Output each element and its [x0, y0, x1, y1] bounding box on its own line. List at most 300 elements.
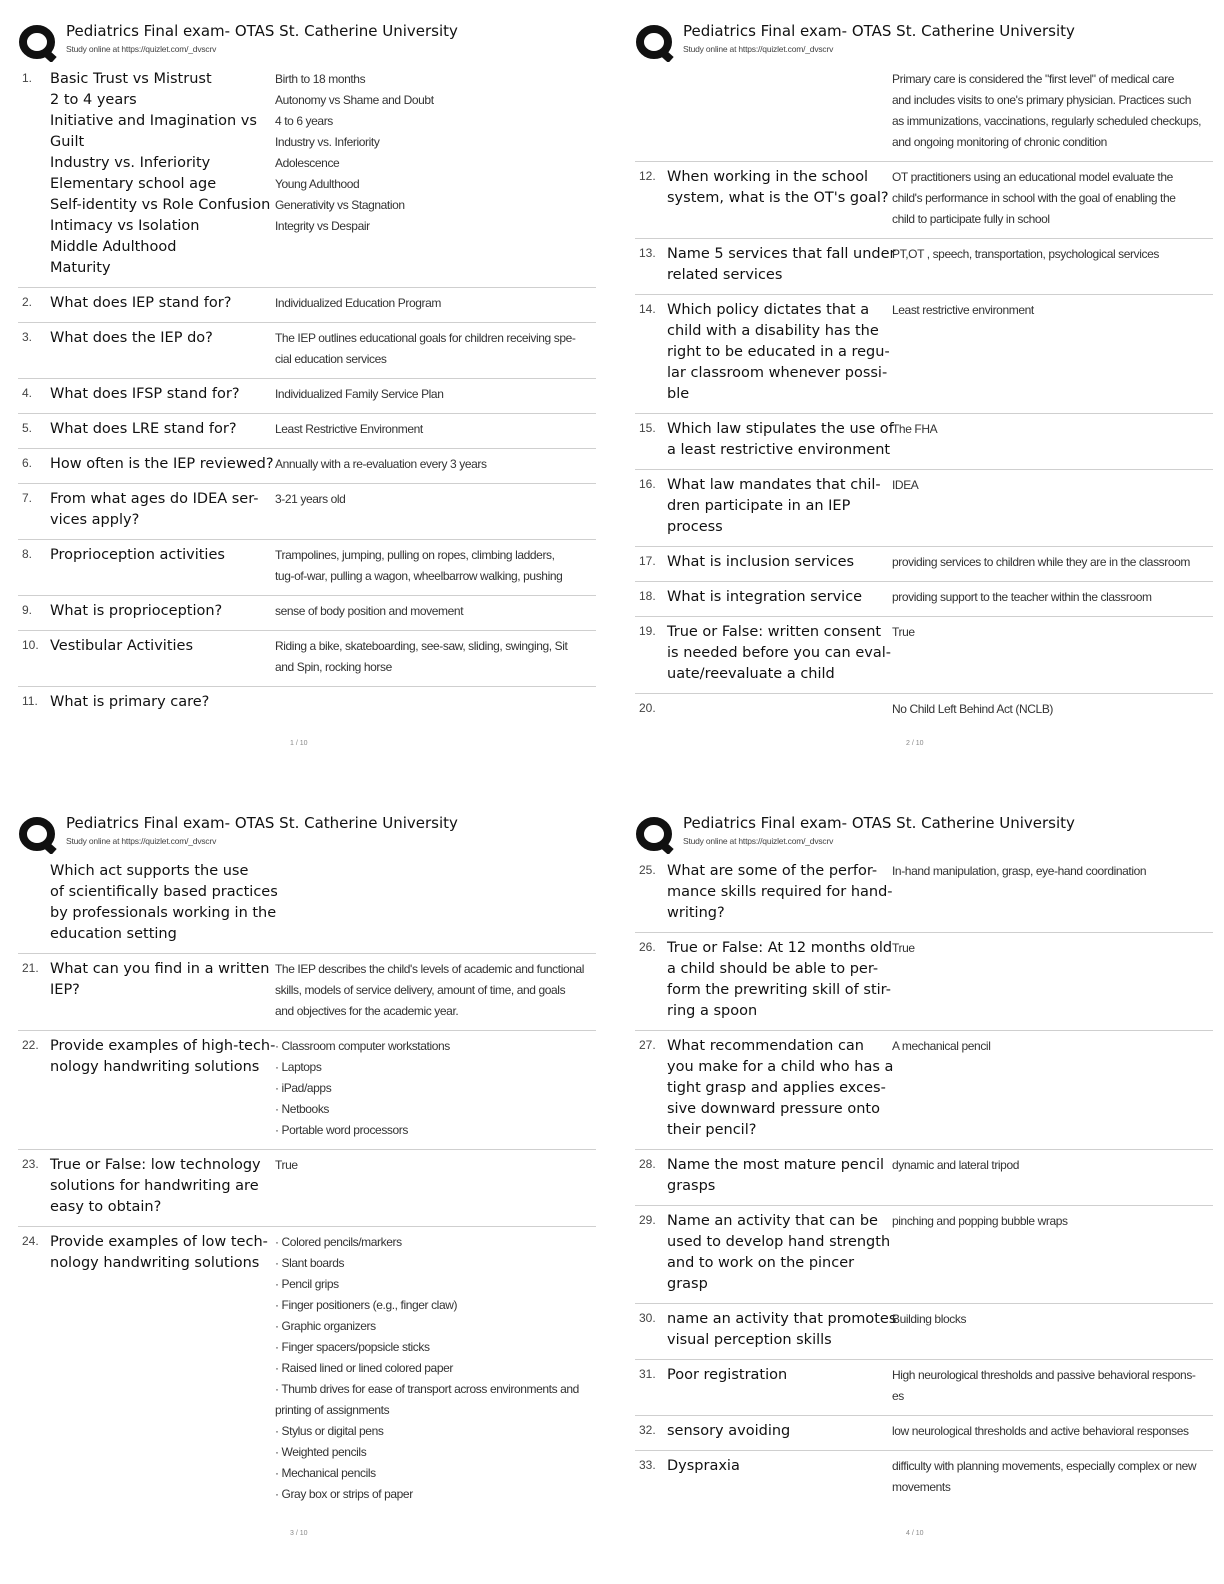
term-line: Maturity — [50, 260, 111, 276]
term-line: and to work on the pincer — [667, 1255, 855, 1271]
card-number: 33. — [639, 1458, 656, 1472]
card-term — [667, 1155, 892, 1197]
flashcard-row — [635, 162, 1213, 239]
card-definition — [275, 69, 596, 279]
document-title: Pediatrics Final exam- OTAS St. Catherine University — [66, 22, 458, 40]
card-definition — [892, 419, 1213, 461]
definition-line: · Graphic organizers — [275, 1319, 376, 1333]
card-number: 11. — [22, 694, 38, 708]
flashcard-row — [635, 933, 1213, 1031]
card-term — [667, 69, 892, 153]
flashcard-row — [635, 64, 1213, 162]
definition-line: · Netbooks — [275, 1102, 330, 1116]
definition-line: 3-21 years old — [275, 492, 346, 506]
flashcard-row — [18, 379, 596, 414]
term-line: True or False: written consent — [667, 624, 882, 640]
page-3 — [18, 812, 596, 1513]
definition-line: dynamic and lateral tripod — [892, 1158, 1020, 1172]
page-number: 2 / 10 — [906, 740, 924, 747]
definition-line: · Stylus or digital pens — [275, 1424, 384, 1438]
definition-line: OT practitioners using an educational model evaluate the — [892, 170, 1173, 184]
term-line: What can you find in a written — [50, 961, 270, 977]
card-term — [667, 587, 892, 608]
quizlet-logo-icon — [18, 816, 58, 854]
card-number: 4. — [22, 386, 33, 400]
term-line: Dyspraxia — [667, 1458, 740, 1474]
card-definition — [275, 545, 596, 587]
term-line: What recommendation can — [667, 1038, 864, 1054]
card-number: 26. — [639, 940, 656, 954]
flashcard-row — [635, 1031, 1213, 1150]
card-definition — [275, 328, 596, 370]
definition-line: Individualized Family Service Plan — [275, 387, 444, 401]
term-line: solutions for handwriting are — [50, 1178, 259, 1194]
card-definition — [275, 384, 596, 405]
card-number: 3. — [22, 330, 33, 344]
term-line: Poor registration — [667, 1367, 788, 1383]
term-line: What does IEP stand for? — [50, 295, 232, 311]
card-number: 8. — [22, 547, 33, 561]
page-1 — [18, 20, 596, 721]
card-number: 30. — [639, 1311, 656, 1325]
flashcard-row — [635, 617, 1213, 694]
card-term — [667, 1456, 892, 1498]
card-term — [50, 384, 275, 405]
card-definition — [892, 1309, 1213, 1351]
term-line: their pencil? — [667, 1122, 757, 1138]
card-term — [50, 293, 275, 314]
flashcard-row — [635, 582, 1213, 617]
card-term — [50, 692, 275, 713]
definition-line: · Laptops — [275, 1060, 322, 1074]
term-line: True or False: At 12 months old — [667, 940, 893, 956]
flashcard-row — [18, 687, 596, 721]
term-line: lar classroom whenever possi- — [667, 365, 888, 381]
definition-line: No Child Left Behind Act (NCLB) — [892, 702, 1054, 716]
definition-line: Integrity vs Despair — [275, 219, 370, 233]
card-definition — [275, 1232, 596, 1505]
definition-line: cial education services — [275, 352, 387, 366]
definition-line: and includes visits to one's primary physician. Practices such — [892, 93, 1191, 107]
card-definition — [275, 959, 596, 1022]
flashcard-row — [18, 1031, 596, 1150]
card-term — [667, 1211, 892, 1295]
card-definition — [892, 1456, 1213, 1498]
page-4 — [635, 812, 1213, 1506]
card-term — [50, 1155, 275, 1218]
definition-line: · iPad/apps — [275, 1081, 332, 1095]
term-line: name an activity that promotes — [667, 1311, 897, 1327]
term-line: sensory avoiding — [667, 1423, 791, 1439]
definition-line: Birth to 18 months — [275, 72, 366, 86]
quizlet-logo-icon — [635, 816, 675, 854]
term-line: Which law stipulates the use of — [667, 421, 894, 437]
flashcard-row — [18, 596, 596, 631]
card-term — [50, 1232, 275, 1505]
definition-line: child to participate fully in school — [892, 212, 1050, 226]
card-number: 18. — [639, 589, 656, 603]
page-number: 1 / 10 — [290, 740, 308, 747]
flashcard-row — [635, 470, 1213, 547]
document-title: Pediatrics Final exam- OTAS St. Catherine University — [683, 814, 1075, 832]
card-term — [667, 1421, 892, 1442]
term-line: ble — [667, 386, 690, 402]
definition-line: and ongoing monitoring of chronic condition — [892, 135, 1107, 149]
definition-line: In-hand manipulation, grasp, eye-hand coordination — [892, 864, 1147, 878]
card-term — [50, 489, 275, 531]
definition-line: · Slant boards — [275, 1256, 345, 1270]
term-line: From what ages do IDEA ser- — [50, 491, 259, 507]
definition-line: True — [892, 941, 915, 955]
term-line: nology handwriting solutions — [50, 1059, 260, 1075]
card-definition — [892, 1211, 1213, 1295]
definition-line: Trampolines, jumping, pulling on ropes, climbing ladders, — [275, 548, 555, 562]
card-definition — [892, 167, 1213, 230]
card-term — [50, 454, 275, 475]
card-number: 7. — [22, 491, 33, 505]
term-line: Initiative and Imagination vs — [50, 113, 257, 129]
card-term — [667, 699, 892, 720]
term-line: Vestibular Activities — [50, 638, 194, 654]
card-number: 14. — [639, 302, 656, 316]
flashcard-row — [18, 449, 596, 484]
card-definition — [892, 1036, 1213, 1141]
definition-line: · Weighted pencils — [275, 1445, 367, 1459]
definition-line: · Gray box or strips of paper — [275, 1487, 413, 1501]
term-line: system, what is the OT's goal? — [667, 190, 889, 206]
term-line: What is inclusion services — [667, 554, 855, 570]
term-line: Industry vs. Inferiority — [50, 155, 211, 171]
flashcard-row — [635, 1150, 1213, 1206]
term-line: Guilt — [50, 134, 85, 150]
term-line: used to develop hand strength — [667, 1234, 891, 1250]
card-term — [667, 1309, 897, 1351]
card-definition — [892, 300, 1213, 405]
card-term — [50, 601, 275, 622]
term-line: What are some of the perfor- — [667, 863, 878, 879]
card-number: 21. — [22, 961, 39, 975]
card-number: 29. — [639, 1213, 656, 1227]
page-2 — [635, 20, 1213, 728]
card-number: 2. — [22, 295, 33, 309]
card-number: 19. — [639, 624, 656, 638]
definition-line: · Colored pencils/markers — [275, 1235, 402, 1249]
card-number: 31. — [639, 1367, 656, 1381]
term-line: a child should be able to per- — [667, 961, 879, 977]
card-number: 6. — [22, 456, 33, 470]
card-term — [50, 1036, 275, 1141]
definition-line: The IEP outlines educational goals for children receiving spe- — [275, 331, 576, 345]
term-line: When working in the school — [667, 169, 869, 185]
term-line: What does LRE stand for? — [50, 421, 237, 437]
definition-line: Riding a bike, skateboarding, see-saw, sliding, swinging, Sit — [275, 639, 568, 653]
term-line: Intimacy vs Isolation — [50, 218, 200, 234]
card-number: 27. — [639, 1038, 656, 1052]
card-definition — [892, 552, 1213, 573]
card-term — [667, 244, 896, 286]
definition-line: Industry vs. Inferiority — [275, 135, 380, 149]
card-number: 13. — [639, 246, 656, 260]
term-line: Which policy dictates that a — [667, 302, 870, 318]
term-line: dren participate in an IEP — [667, 498, 851, 514]
definition-line: IDEA — [892, 478, 919, 492]
page-number: 4 / 10 — [906, 1530, 924, 1537]
card-term — [667, 1365, 892, 1407]
flashcard-row — [18, 1227, 596, 1513]
definition-line: A mechanical pencil — [892, 1039, 991, 1053]
definition-line: movements — [892, 1480, 951, 1494]
definition-line: tug-of-war, pulling a wagon, wheelbarrow walking, pushing — [275, 569, 563, 583]
card-definition — [892, 475, 1213, 538]
card-definition — [275, 454, 596, 475]
term-line: nology handwriting solutions — [50, 1255, 260, 1271]
flashcard-row — [18, 954, 596, 1031]
card-definition — [275, 419, 596, 440]
card-definition — [892, 622, 1213, 685]
card-definition — [892, 1421, 1213, 1442]
card-number: 1. — [22, 71, 33, 85]
term-line: What is integration service — [667, 589, 863, 605]
flashcard-row — [635, 1206, 1213, 1304]
term-line: What does the IEP do? — [50, 330, 213, 346]
definition-line: Primary care is considered the "first level" of medical care — [892, 72, 1174, 86]
card-number: 20. — [639, 701, 656, 715]
definition-line: · Mechanical pencils — [275, 1466, 376, 1480]
card-definition — [892, 244, 1213, 286]
term-line: Proprioception activities — [50, 547, 225, 563]
document-title: Pediatrics Final exam- OTAS St. Catherine University — [683, 22, 1075, 40]
definition-line: sense of body position and movement — [275, 604, 464, 618]
definition-line: difficulty with planning movements, especially complex or new — [892, 1459, 1197, 1473]
term-line: Middle Adulthood — [50, 239, 177, 255]
term-line: writing? — [667, 905, 725, 921]
term-line: 2 to 4 years — [50, 92, 137, 108]
card-definition — [892, 1365, 1213, 1407]
card-number: 15. — [639, 421, 656, 435]
page-number: 3 / 10 — [290, 1530, 308, 1537]
term-line: Provide examples of high-tech- — [50, 1038, 276, 1054]
flashcard-row — [635, 547, 1213, 582]
study-online-link[interactable]: Study online at https://quizlet.com/_dvscrv — [683, 44, 834, 54]
term-line: Elementary school age — [50, 176, 217, 192]
term-line: is needed before you can eval- — [667, 645, 891, 661]
flashcard-row — [18, 288, 596, 323]
page-header — [18, 812, 596, 856]
flashcard-row — [635, 1360, 1213, 1416]
term-line: vices apply? — [50, 512, 140, 528]
definition-line: and Spin, rocking horse — [275, 660, 392, 674]
definition-line: Young Adulthood — [275, 177, 360, 191]
document-title: Pediatrics Final exam- OTAS St. Catherine University — [66, 814, 458, 832]
definition-line: High neurological thresholds and passive behavioral respons- — [892, 1368, 1196, 1382]
flashcard-row — [18, 631, 596, 687]
flashcard-row — [635, 1416, 1213, 1451]
card-definition — [892, 1155, 1213, 1197]
definition-line: pinching and popping bubble wraps — [892, 1214, 1068, 1228]
term-line: Name the most mature pencil — [667, 1157, 885, 1173]
study-online-link[interactable]: Study online at https://quizlet.com/_dvscrv — [66, 836, 217, 846]
card-definition — [275, 293, 596, 314]
card-term — [667, 300, 892, 405]
definition-line: Building blocks — [892, 1312, 967, 1326]
term-line: What is proprioception? — [50, 603, 223, 619]
card-number: 32. — [639, 1423, 656, 1437]
term-line: grasps — [667, 1178, 716, 1194]
term-line: Name 5 services that fall under — [667, 246, 896, 262]
card-term — [667, 861, 892, 924]
term-line: education setting — [50, 926, 177, 942]
term-line: Which act supports the use — [50, 863, 249, 879]
card-definition — [275, 636, 596, 678]
card-term — [667, 475, 892, 538]
definition-line: The IEP describes the child's levels of academic and functional — [275, 962, 585, 976]
definition-line: PT,OT , speech, transportation, psychological services — [892, 247, 1159, 261]
definition-line: Least Restrictive Environment — [275, 422, 423, 436]
card-number: 24. — [22, 1234, 39, 1248]
term-line: of scientifically based practices — [50, 884, 278, 900]
card-term — [667, 938, 892, 1022]
term-line: tight grasp and applies exces- — [667, 1080, 886, 1096]
definition-line: low neurological thresholds and active behavioral responses — [892, 1424, 1189, 1438]
quizlet-logo-icon — [635, 24, 675, 62]
definition-line: The FHA — [892, 422, 938, 436]
term-line: What is primary care? — [50, 694, 210, 710]
term-line: form the prewriting skill of stir- — [667, 982, 891, 998]
definition-line: Autonomy vs Shame and Doubt — [275, 93, 434, 107]
term-line: a least restrictive environment — [667, 442, 891, 458]
card-term — [667, 622, 892, 685]
card-term — [667, 419, 892, 461]
card-term — [667, 1036, 892, 1141]
study-online-link[interactable]: Study online at https://quizlet.com/_dvscrv — [66, 44, 217, 54]
definition-line: Individualized Education Program — [275, 296, 441, 310]
definition-line: Annually with a re-evaluation every 3 years — [275, 457, 487, 471]
flashcard-row — [635, 414, 1213, 470]
definition-line: child's performance in school with the goal of enabling the — [892, 191, 1176, 205]
card-definition — [275, 692, 596, 713]
definition-line: · Classroom computer workstations — [275, 1039, 450, 1053]
flashcard-row — [635, 239, 1213, 295]
definition-line: 4 to 6 years — [275, 114, 333, 128]
card-term — [50, 419, 275, 440]
definition-line: · Raised lined or lined colored paper — [275, 1361, 453, 1375]
definition-line: · Finger positioners (e.g., finger claw) — [275, 1298, 458, 1312]
term-line: Basic Trust vs Mistrust — [50, 71, 212, 87]
card-number: 12. — [639, 169, 656, 183]
flashcard-row — [635, 856, 1213, 933]
definition-line: · Portable word processors — [275, 1123, 408, 1137]
term-line: process — [667, 519, 723, 535]
card-definition — [892, 699, 1213, 720]
definition-line: providing support to the teacher within the classroom — [892, 590, 1152, 604]
card-term — [667, 552, 892, 573]
card-term — [50, 861, 278, 945]
card-number: 22. — [22, 1038, 39, 1052]
flashcard-row — [18, 64, 596, 288]
flashcard-row — [635, 694, 1213, 728]
card-number: 9. — [22, 603, 33, 617]
card-number: 5. — [22, 421, 33, 435]
page-header — [18, 20, 596, 64]
definition-line: · Thumb drives for ease of transport across environments and — [275, 1382, 579, 1396]
flashcard-row — [18, 540, 596, 596]
term-line: right to be educated in a regu- — [667, 344, 890, 360]
page-header — [635, 20, 1213, 64]
card-definition — [892, 938, 1213, 1022]
definition-line: Least restrictive environment — [892, 303, 1034, 317]
card-term — [667, 167, 892, 230]
card-definition — [275, 601, 596, 622]
card-definition — [275, 1036, 596, 1141]
card-term — [50, 328, 275, 370]
term-line: True or False: low technology — [50, 1157, 261, 1173]
term-line: ring a spoon — [667, 1003, 758, 1019]
card-number: 25. — [639, 863, 656, 877]
term-line: How often is the IEP reviewed? — [50, 456, 274, 472]
term-line: sive downward pressure onto — [667, 1101, 880, 1117]
term-line: Name an activity that can be — [667, 1213, 878, 1229]
definition-line: es — [892, 1389, 904, 1403]
card-definition — [275, 489, 596, 531]
card-number — [18, 861, 50, 945]
flashcard-row — [18, 1150, 596, 1227]
card-number: 16. — [639, 477, 656, 491]
term-line: related services — [667, 267, 783, 283]
term-line: visual perception skills — [667, 1332, 832, 1348]
definition-line: as immunizations, vaccinations, regularly scheduled checkups, — [892, 114, 1202, 128]
card-number: 17. — [639, 554, 656, 568]
term-line: What law mandates that chil- — [667, 477, 881, 493]
term-line: easy to obtain? — [50, 1199, 162, 1215]
flashcard-row — [18, 414, 596, 449]
card-definition — [275, 1155, 596, 1218]
card-definition — [892, 69, 1213, 153]
study-online-link[interactable]: Study online at https://quizlet.com/_dvscrv — [683, 836, 834, 846]
term-line: you make for a child who has a — [667, 1059, 894, 1075]
card-term — [50, 959, 275, 1022]
term-line: mance skills required for hand- — [667, 884, 893, 900]
definition-line: True — [275, 1158, 298, 1172]
definition-line: skills, models of service delivery, amount of time, and goals — [275, 983, 566, 997]
page-header — [635, 812, 1213, 856]
flashcard-row — [635, 1304, 1213, 1360]
definition-line: · Finger spacers/popsicle sticks — [275, 1340, 430, 1354]
card-number: 28. — [639, 1157, 656, 1171]
definition-line: True — [892, 625, 915, 639]
definition-line: printing of assignments — [275, 1403, 390, 1417]
term-line: uate/reevaluate a child — [667, 666, 835, 682]
flashcard-row — [635, 1451, 1213, 1506]
card-number: 10. — [22, 638, 39, 652]
flashcard-row — [18, 484, 596, 540]
flashcard-row — [18, 323, 596, 379]
definition-line: and objectives for the academic year. — [275, 1004, 459, 1018]
card-definition — [275, 861, 596, 945]
card-term — [50, 636, 275, 678]
card-definition — [892, 587, 1213, 608]
term-line: grasp — [667, 1276, 708, 1292]
definition-line: Adolescence — [275, 156, 340, 170]
definition-line: Generativity vs Stagnation — [275, 198, 405, 212]
term-line: What does IFSP stand for? — [50, 386, 240, 402]
term-line: Provide examples of low tech- — [50, 1234, 268, 1250]
quizlet-logo-icon — [18, 24, 58, 62]
card-definition — [892, 861, 1213, 924]
definition-line: · Pencil grips — [275, 1277, 339, 1291]
card-number — [635, 69, 667, 153]
card-term — [50, 545, 275, 587]
definition-line: providing services to children while they are in the classroom — [892, 555, 1191, 569]
